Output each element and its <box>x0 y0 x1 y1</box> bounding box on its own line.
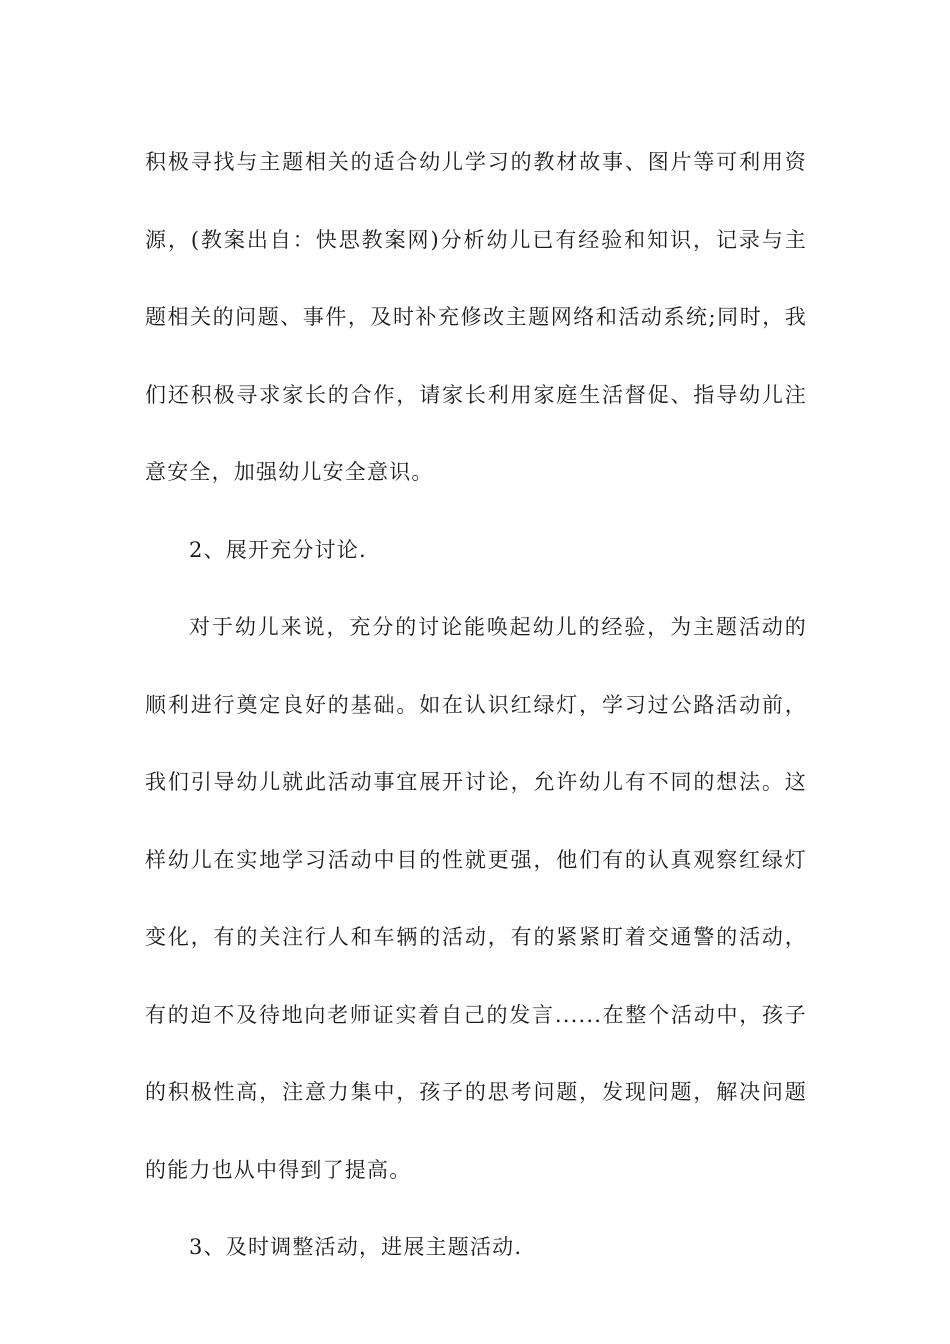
paragraph-discussion: 对于幼儿来说，充分的讨论能唤起幼儿的经验，为主题活动的顺利进行奠定良好的基础。如在认识红绿灯，学习过公路活动前，我们引导幼儿就此活动事宜展开讨论，允许幼儿有不同的想法。这样幼儿在实地学习活动中目的性就更强，他们有的认真观察红绿灯变化，有的关注行人和车辆的活动，有的紧紧盯着交通警的活动，有的迫不及待地向老师证实着自己的发言......在整个活动中，孩子的积极性高，注意力集中，孩子的思考问题，发现问题，解决问题的能力也从中得到了提高。 <box>145 615 807 1182</box>
paragraph-resources: 积极寻找与主题相关的适合幼儿学习的教材故事、图片等可利用资源，(教案出自：快思教案网)分析幼儿已有经验和知识，记录与主题相关的问题、事件，及时补充修改主题网络和活动系统;同时，我们还积极寻求家长的合作，请家长利用家庭生活督促、指导幼儿注意安全，加强幼儿安全意识。 <box>145 150 807 484</box>
heading-discussion: 2、展开充分讨论. <box>189 537 367 562</box>
heading-adjust-activities: 3、及时调整活动，进展主题活动. <box>189 1235 523 1259</box>
document-page <box>145 124 807 1287</box>
